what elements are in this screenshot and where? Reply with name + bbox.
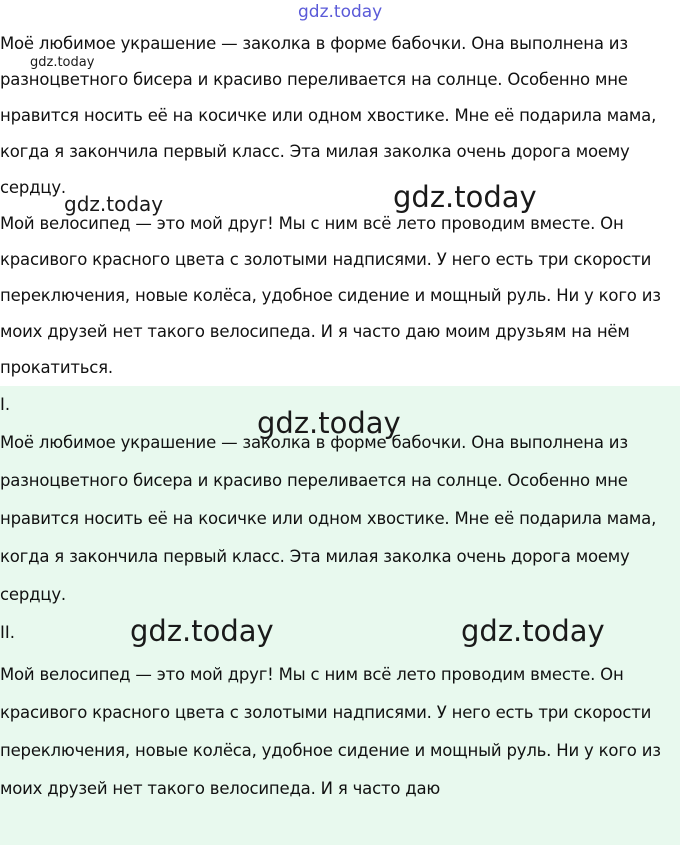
answer-paragraph-bicycle: Мой велосипед — это мой друг! Мы с ним всё лето проводим вместе. Он красивого красного цвета с золотыми надписями. У него есть три скорости переключения, новые колёса, удобное сидение и мощный руль. Ни у кого из моих друзей нет такого велосипеда. И я часто даю [0, 665, 661, 798]
answer-paragraph-hair-clip: Моё любимое украшение — заколка в форме бабочки. Она выполнена из разноцветного бисера и красиво переливается на солнце. Особенно мне нравится носить её на косичке или одном хвостике. Мне её подарила мама, когда я закончила первый класс. Эта милая заколка очень дорога моему сердцу. [0, 433, 657, 604]
watermark-small: gdz.today [30, 55, 95, 70]
task-paragraph-bicycle: Мой велосипед — это мой друг! Мы с ним всё лето проводим вместе. Он красивого красного цвета с золотыми надписями. У него есть три скорости переключения, новые колёса, удобное сидение и мощный руль. Ни у кого из моих друзей нет такого велосипеда. И я часто даю моим друзьям на нём прокатиться. [0, 214, 661, 377]
watermark-center: gdz.today [257, 406, 401, 440]
task-text [0, 26, 680, 386]
answer-marker-2: II. [0, 623, 15, 642]
watermark-lower-left: gdz.today [130, 614, 274, 648]
watermark-mid-left: gdz.today [64, 192, 164, 216]
watermark-lower-right: gdz.today [461, 614, 605, 648]
answer-marker-1: I. [0, 395, 11, 414]
task-paragraph-hair-clip: Моё любимое украшение — заколка в форме бабочки. Она выполнена из разноцветного бисера и красиво переливается на солнце. Особенно мне нравится носить её на косичке или одном хвостике. Мне её подарила мама, когда я закончила первый класс. Эта милая заколка очень дорога моему сердцу. [0, 34, 657, 197]
watermark-top: gdz.today [298, 2, 383, 22]
answer-block [0, 386, 680, 845]
watermark-mid-right: gdz.today [393, 180, 537, 214]
